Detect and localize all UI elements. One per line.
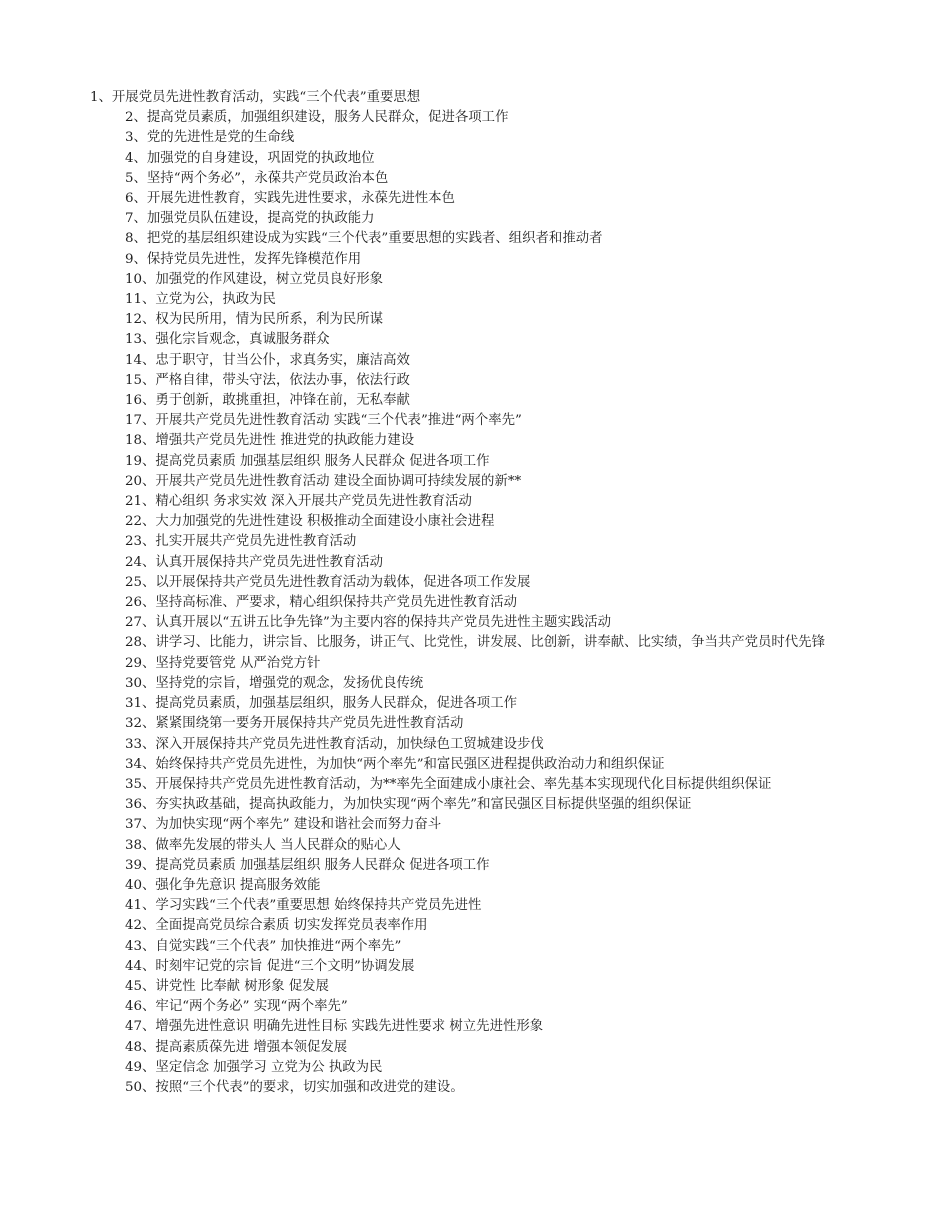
list-item: 37、为加快实现“两个率先” 建设和谐社会而努力奋斗 bbox=[125, 817, 442, 833]
list-item: 47、增强先进性意识 明确先进性目标 实践先进性要求 树立先进性形象 bbox=[125, 1019, 544, 1035]
list-item: 34、始终保持共产党员先进性，为加快“两个率先”和富民强区进程提供政治动力和组织保证 bbox=[125, 756, 665, 772]
list-item: 13、强化宗旨观念，真诚服务群众 bbox=[125, 332, 330, 348]
list-item: 50、按照“三个代表”的要求，切实加强和改进党的建设。 bbox=[125, 1079, 464, 1095]
list-item: 16、勇于创新，敢挑重担，冲锋在前，无私奉献 bbox=[125, 393, 410, 409]
list-item: 25、以开展保持共产党员先进性教育活动为载体，促进各项工作发展 bbox=[125, 574, 531, 590]
list-item: 20、开展共产党员先进性教育活动 建设全面协调可持续发展的新** bbox=[125, 473, 522, 489]
list-item: 41、学习实践“三个代表”重要思想 始终保持共产党员先进性 bbox=[125, 898, 482, 914]
list-item: 49、坚定信念 加强学习 立党为公 执政为民 bbox=[125, 1059, 383, 1075]
list-item: 33、深入开展保持共产党员先进性教育活动，加快绿色工贸城建设步伐 bbox=[125, 736, 544, 752]
list-item: 8、把党的基层组织建设成为实践“三个代表”重要思想的实践者、组织者和推动者 bbox=[125, 231, 603, 247]
list-item: 6、开展先进性教育，实践先进性要求，永葆先进性本色 bbox=[125, 191, 455, 207]
list-item: 9、保持党员先进性，发挥先锋模范作用 bbox=[125, 251, 362, 267]
list-item: 3、党的先进性是党的生命线 bbox=[125, 130, 295, 146]
list-item: 31、提高党员素质，加强基层组织，服务人民群众，促进各项工作 bbox=[125, 696, 517, 712]
list-item: 43、自觉实践“三个代表” 加快推进“两个率先” bbox=[125, 938, 402, 954]
list-item: 1、开展党员先进性教育活动，实践“三个代表”重要思想 bbox=[90, 90, 421, 105]
list-item: 39、提高党员素质 加强基层组织 服务人民群众 促进各项工作 bbox=[125, 857, 490, 873]
slogan-list bbox=[90, 88, 862, 1098]
list-item: 38、做率先发展的带头人 当人民群众的贴心人 bbox=[125, 837, 401, 853]
list-item: 40、强化争先意识 提高服务效能 bbox=[125, 877, 321, 893]
list-item: 35、开展保持共产党员先进性教育活动，为**率先全面建成小康社会、率先基本实现现代化目标提供组织保证 bbox=[125, 776, 772, 792]
list-item: 10、加强党的作风建设，树立党员良好形象 bbox=[125, 271, 384, 287]
list-item: 29、坚持党要管党 从严治党方针 bbox=[125, 655, 321, 671]
list-item: 7、加强党员队伍建设，提高党的执政能力 bbox=[125, 211, 375, 227]
list-item: 44、时刻牢记党的宗旨 促进“三个文明”协调发展 bbox=[125, 958, 415, 974]
list-item: 26、坚持高标准、严要求，精心组织保持共产党员先进性教育活动 bbox=[125, 595, 517, 611]
list-item: 2、提高党员素质，加强组织建设，服务人民群众，促进各项工作 bbox=[125, 110, 509, 126]
list-item: 12、权为民所用，情为民所系，利为民所谋 bbox=[125, 312, 384, 328]
list-item: 24、认真开展保持共产党员先进性教育活动 bbox=[125, 554, 384, 570]
list-item: 30、坚持党的宗旨，增强党的观念，发扬优良传统 bbox=[125, 675, 424, 691]
list-item: 5、坚持“两个务必”，永葆共产党员政治本色 bbox=[125, 170, 389, 186]
list-item: 32、紧紧围绕第一要务开展保持共产党员先进性教育活动 bbox=[125, 716, 464, 732]
list-item: 46、牢记“两个务必” 实现“两个率先” bbox=[125, 999, 348, 1015]
list-item: 23、扎实开展共产党员先进性教育活动 bbox=[125, 534, 357, 550]
list-item: 18、增强共产党员先进性 推进党的执政能力建设 bbox=[125, 433, 415, 449]
list-item: 36、夯实执政基础，提高执政能力，为加快实现“两个率先”和富民强区目标提供坚强的组织保证 bbox=[125, 797, 692, 813]
list-item: 28、讲学习、比能力，讲宗旨、比服务，讲正气、比党性，讲发展、比创新，讲奉献、比实绩，争当共产党员时代先锋 bbox=[125, 635, 825, 651]
list-item: 27、认真开展以“五讲五比争先锋”为主要内容的保持共产党员先进性主题实践活动 bbox=[125, 615, 612, 631]
list-item: 17、开展共产党员先进性教育活动 实践“三个代表”推进“两个率先” bbox=[125, 413, 522, 429]
list-item: 19、提高党员素质 加强基层组织 服务人民群众 促进各项工作 bbox=[125, 453, 490, 469]
list-item: 21、精心组织 务求实效 深入开展共产党员先进性教育活动 bbox=[125, 494, 472, 510]
list-item: 42、全面提高党员综合素质 切实发挥党员表率作用 bbox=[125, 918, 428, 934]
list-item: 45、讲党性 比奉献 树形象 促发展 bbox=[125, 978, 329, 994]
list-item: 22、大力加强党的先进性建设 积极推动全面建设小康社会进程 bbox=[125, 514, 495, 530]
list-item: 11、立党为公，执政为民 bbox=[125, 292, 276, 308]
list-item: 4、加强党的自身建设，巩固党的执政地位 bbox=[125, 150, 375, 166]
list-item: 15、严格自律，带头守法，依法办事，依法行政 bbox=[125, 372, 410, 388]
list-item: 48、提高素质葆先进 增强本领促发展 bbox=[125, 1039, 348, 1055]
list-item: 14、忠于职守，甘当公仆，求真务实，廉洁高效 bbox=[125, 352, 410, 368]
